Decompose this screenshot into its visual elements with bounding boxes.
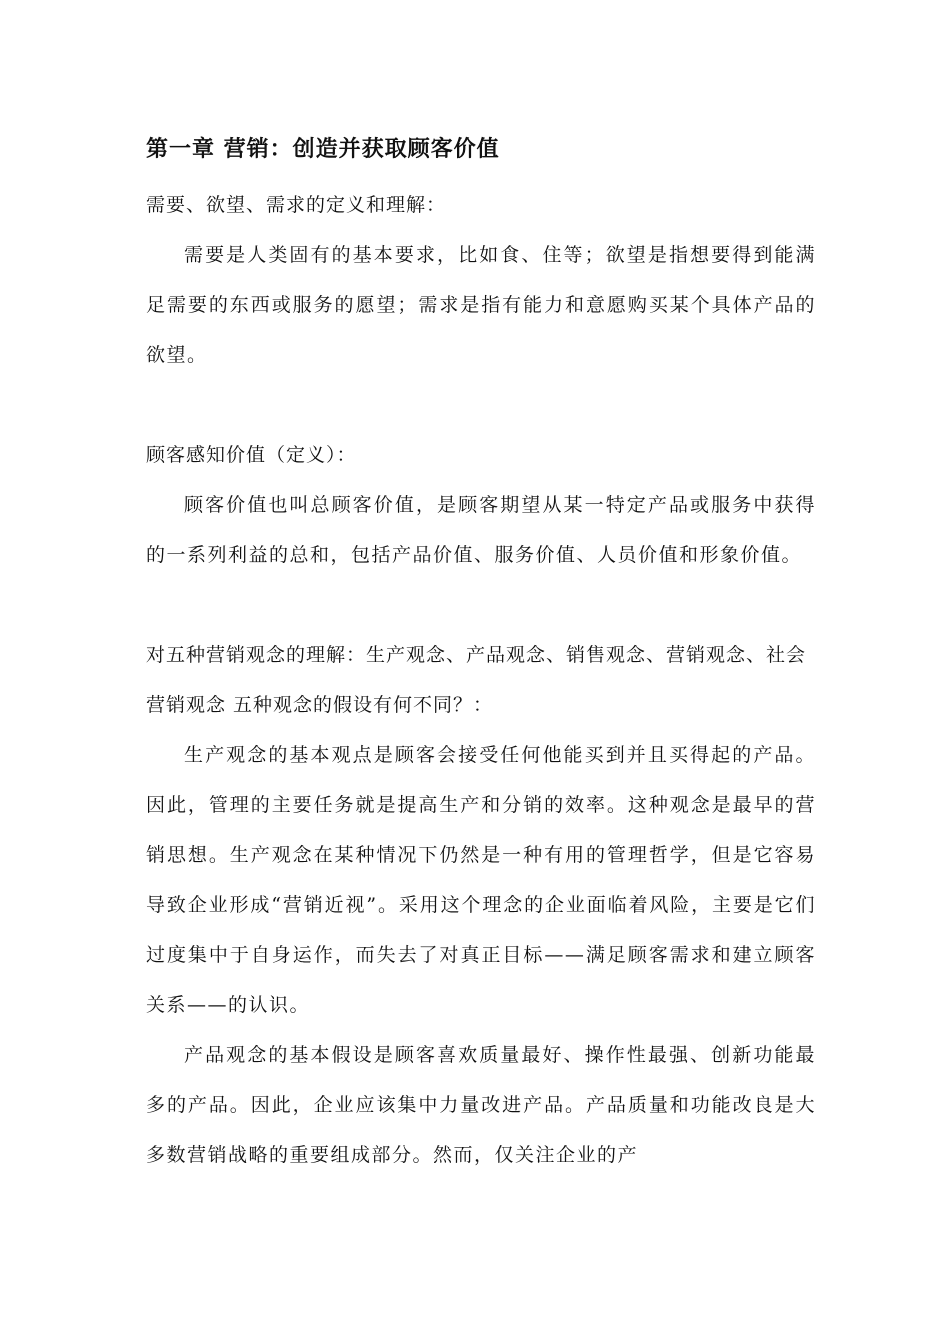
chapter-title: 第一章 营销：创造并获取顾客价值 xyxy=(146,137,500,162)
section-paragraph-needs: 需要是人类固有的基本要求，比如食、住等；欲望是指想要得到能满足需要的东西或服务的愿望；需求是指有能力和意愿购买某个具体产品的欲望。 xyxy=(146,244,816,366)
section-paragraph-product-concept: 产品观念的基本假设是顾客喜欢质量最好、操作性最强、创新功能最多的产品。因此，企业应该集中力量改进产品。产品质量和功能改良是大多数营销战略的重要组成部分。然而，仅关注企业的产 xyxy=(146,1044,816,1166)
blank-line xyxy=(146,380,816,430)
section-heading-concepts: 对五种营销观念的理解：生产观念、产品观念、销售观念、营销观念、社会营销观念 五种观念的假设有何不同？： xyxy=(146,644,807,716)
document-page xyxy=(146,130,816,1180)
section-paragraph-value: 顾客价值也叫总顾客价值，是顾客期望从某一特定产品或服务中获得的一系列利益的总和，包括产品价值、服务价值、人员价值和形象价值。 xyxy=(146,494,816,566)
section-paragraph-production-concept: 生产观念的基本观点是顾客会接受任何他能买到并且买得起的产品。因此，管理的主要任务就是提高生产和分销的效率。这种观念是最早的营销思想。生产观念在某种情况下仍然是一种有用的管理哲学，但是它容易导致企业形成“营销近视”。采用这个理念的企业面临着风险，主要是它们过度集中于自身运作，而失去了对真正目标——满足顾客需求和建立顾客关系——的认识。 xyxy=(146,744,816,1016)
blank-line xyxy=(146,580,816,630)
section-heading-value: 顾客感知价值（定义）： xyxy=(146,444,357,466)
section-heading-needs: 需要、欲望、需求的定义和理解： xyxy=(146,194,447,216)
